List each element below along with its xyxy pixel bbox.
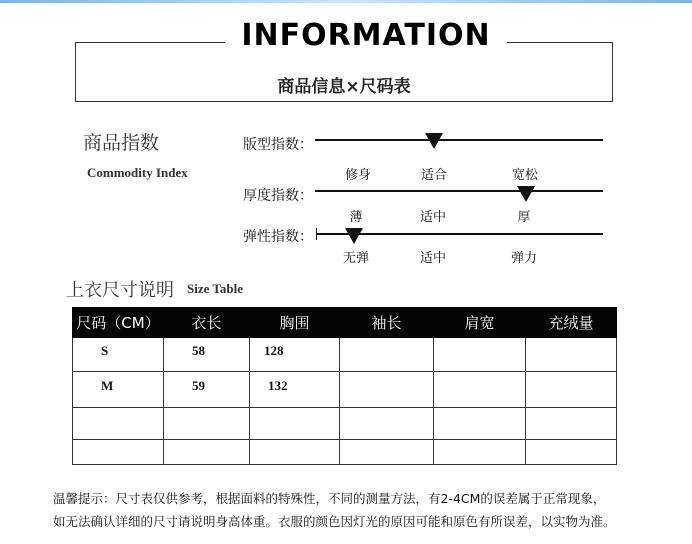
- commodity-index-heading: 商品指数: [83, 132, 160, 154]
- table-cell: 59: [164, 372, 250, 408]
- elasticity-index-marker: [345, 228, 363, 244]
- table-cell: [434, 372, 526, 408]
- page-title: INFORMATION: [241, 18, 491, 53]
- table-row: [73, 338, 617, 372]
- fit-index-marker: [425, 133, 443, 149]
- thickness-option-thin: 薄: [349, 210, 363, 225]
- table-cell: [434, 440, 526, 465]
- thickness-index-marker: [517, 186, 535, 202]
- table-cell: 128: [250, 338, 340, 372]
- top-accent-bar: [0, 0, 692, 3]
- table-cell: [164, 408, 250, 440]
- table-cell: [73, 408, 164, 440]
- thickness-index-label: 厚度指数：: [243, 188, 313, 204]
- table-cell: [526, 440, 617, 465]
- table-cell: [340, 372, 434, 408]
- table-cell: [340, 408, 434, 440]
- table-cell: [73, 440, 164, 465]
- thickness-option-thick: 厚: [517, 210, 531, 225]
- elasticity-index-label: 弹性指数：: [243, 229, 313, 245]
- tip-line-1: 温馨提示：尺寸表仅供参考，根据面料的特殊性，不同的测量方法，有2-4CM的误差属于正常现象，: [53, 491, 606, 506]
- fit-option-regular: 适合: [420, 168, 447, 183]
- commodity-index-subheading: Commodity Index: [87, 165, 188, 180]
- column-header-shoulder: 肩宽: [434, 308, 526, 338]
- table-cell: [340, 338, 434, 372]
- table-cell: 58: [164, 338, 250, 372]
- fit-index-label: 版型指数：: [243, 137, 313, 153]
- table-row: [73, 408, 617, 440]
- column-header-chest: 胸围: [250, 308, 340, 338]
- size-table-heading: 上衣尺寸说明: [66, 280, 174, 301]
- table-cell: [526, 338, 617, 372]
- elasticity-option-stretch: 弹力: [510, 251, 537, 266]
- table-cell: [250, 440, 340, 465]
- table-row: [73, 372, 617, 408]
- table-cell: [434, 338, 526, 372]
- fit-option-loose: 宽松: [511, 168, 538, 183]
- size-table-header-row: [73, 308, 617, 338]
- table-row: [73, 440, 617, 465]
- table-cell: S: [73, 338, 164, 372]
- table-cell: [526, 408, 617, 440]
- page-subtitle: 商品信息×尺码表: [277, 77, 411, 97]
- table-cell: M: [73, 372, 164, 408]
- size-table-subheading: Size Table: [187, 281, 243, 296]
- column-header-fill: 充绒量: [526, 308, 617, 338]
- thickness-option-medium: 适中: [419, 210, 446, 225]
- table-cell: [340, 440, 434, 465]
- table-cell: 132: [250, 372, 340, 408]
- table-cell: [164, 440, 250, 465]
- column-header-sleeve: 袖长: [340, 308, 434, 338]
- elasticity-option-medium: 适中: [419, 251, 446, 266]
- column-header-length: 衣长: [164, 308, 250, 338]
- elasticity-option-none: 无弹: [342, 251, 369, 266]
- table-cell: [526, 372, 617, 408]
- size-table: [72, 307, 617, 465]
- table-cell: [434, 408, 526, 440]
- fit-index-line: [315, 139, 603, 141]
- thickness-index-line: [315, 190, 603, 192]
- fit-option-slim: 修身: [344, 168, 371, 183]
- column-header-size: 尺码（CM）: [73, 308, 164, 338]
- table-cell: [250, 408, 340, 440]
- tip-line-2: 如无法确认详细的尺寸请说明身高体重。衣服的颜色因灯光的原因可能和原色有所误差，以实物为准。: [53, 514, 616, 529]
